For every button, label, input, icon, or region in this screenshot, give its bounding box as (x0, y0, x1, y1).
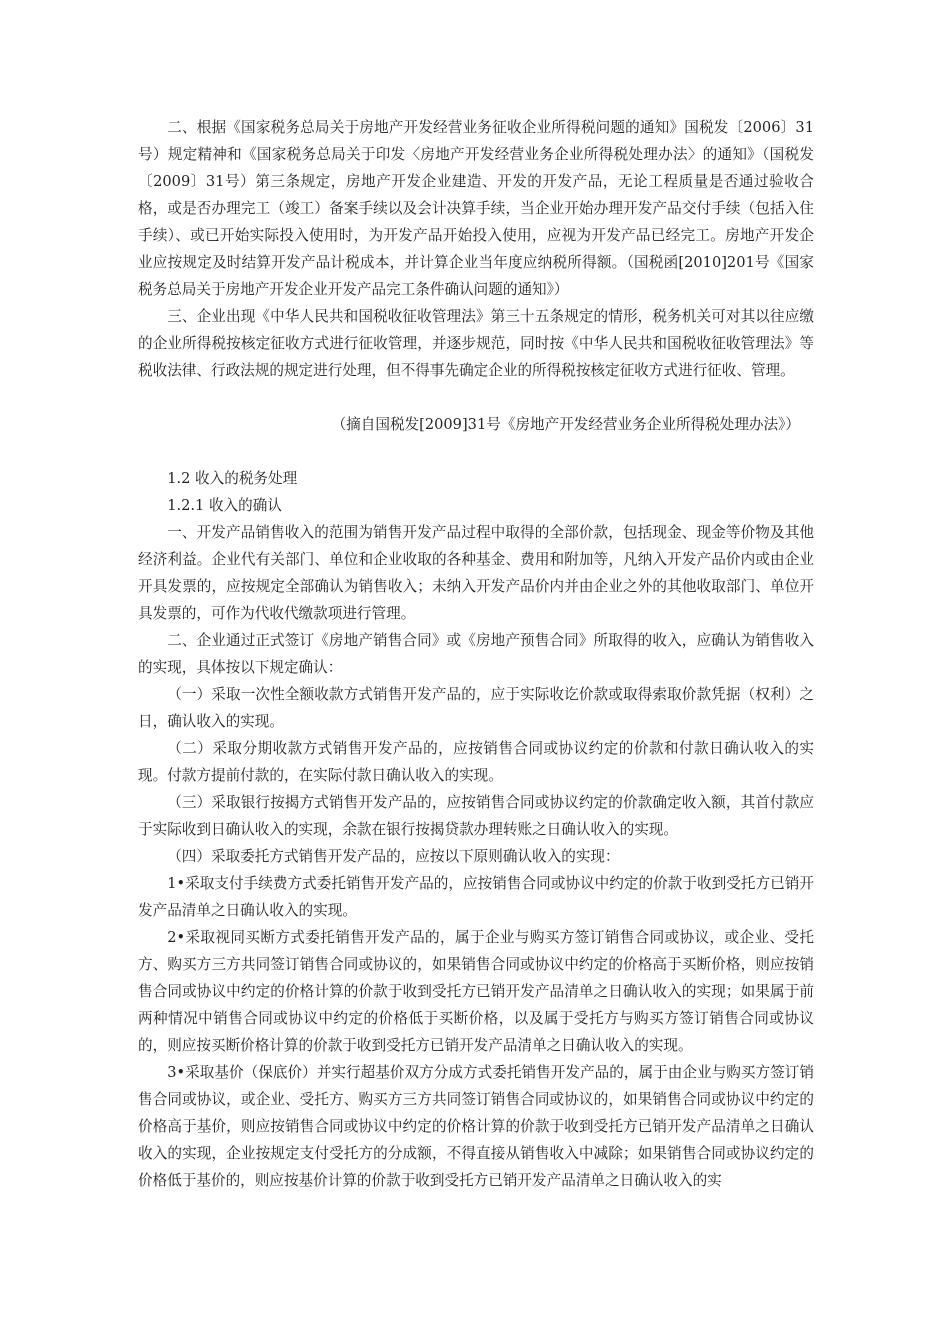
paragraph-lump-sum: （一）采取一次性全额收款方式销售开发产品的，应于实际收讫价款或取得索取价款凭据（权利）之日，确认收入的实现。 (138, 686, 814, 730)
paragraph-item-1: 1•采取支付手续费方式委托销售开发产品的，应按销售合同或协议中约定的价款于收到受托方已销开发产品清单之日确认收入的实现。 (138, 875, 814, 919)
subsection-heading: 1.2.1 收入的确认 (167, 497, 282, 514)
section-heading-block (138, 465, 814, 1194)
paragraph-text: 三、企业出现《中华人民共和国税收征收管理法》第三十五条规定的情形，税务机关可对其以往应缴的企业所得税按核定征收方式进行征收管理，并逐步规范，同时按《中华人民共和国税收征收管理法》等税收法律、行政法规的规定进行处理，但不得事先确定企业的所得税按核定征收方式进行征收、管理。 (138, 308, 814, 379)
paragraph-2 (138, 114, 814, 303)
paragraph-income-scope: 一、开发产品销售收入的范围为销售开发产品过程中取得的全部价款，包括现金、现金等价物及其他经济利益。企业代有关部门、单位和企业收取的各种基金、费用和附加等，凡纳入开发产品价内或由企业开具发票的，应按规定全部确认为销售收入；未纳入开发产品价内并由企业之外的其他收取部门、单位开具发票的，可作为代收代缴款项进行管理。 (138, 524, 814, 622)
paragraph-installment: （二）采取分期收款方式销售开发产品的，应按销售合同或协议约定的价款和付款日确认收入的实现。付款方提前付款的，在实际付款日确认收入的实现。 (138, 740, 814, 784)
paragraph-item-3: 3•采取基价（保底价）并实行超基价双方分成方式委托销售开发产品的，属于由企业与购买方签订销售合同或协议，或企业、受托方、购买方三方共同签订销售合同或协议的，如果销售合同或协议中约定的价格高于基价，则应按销售合同或协议中约定的价格计算的价款于收到受托方已销开发产品清单之日确认收入的实现，企业按规定支付受托方的分成额，不得直接从销售收入中减除；如果销售合同或协议约定的价格低于基价的，则应按基价计算的价款于收到受托方已销开发产品清单之日确认收入的实 (138, 1064, 814, 1189)
paragraph-text: 二、根据《国家税务总局关于房地产开发经营业务征收企业所得税问题的通知》国税发〔2006〕31号）规定精神和《国家税务总局关于印发〈房地产开发经营业务企业所得税处理办法〉的通知》（国税发〔2009〕31号）第三条规定，房地产开发企业建造、开发的开发产品，无论工程质量是否通过验收合格，或是否办理完工（竣工）备案手续以及会计决算手续，当企业开始办理开发产品交付手续（包括入住手续）、或已开始实际投入使用时，为开发产品开始投入使用，应视为开发产品已经完工。房地产开发企业应按规定及时结算开发产品计税成本，并计算企业当年度应纳税所得额。（国税函[2010]201号《国家税务总局关于房地产开发企业开发产品完工条件确认问题的通知》） (138, 119, 814, 298)
paragraph-mortgage: （三）采取银行按揭方式销售开发产品的，应按销售合同或协议约定的价款确定收入额，其首付款应于实际收到日确认收入的实现，余款在银行按揭贷款办理转账之日确认收入的实现。 (138, 794, 814, 838)
paragraph-contract-income: 二、企业通过正式签订《房地产销售合同》或《房地产预售合同》所取得的收入，应确认为销售收入的实现，具体按以下规定确认： (138, 632, 814, 676)
paragraph-consignment: （四）采取委托方式销售开发产品的，应按以下原则确认收入的实现： (167, 848, 620, 865)
source-citation: （摘自国税发[2009]31号《房地产开发经营业务企业所得税处理办法》） (331, 416, 800, 433)
paragraph-item-2: 2•采取视同买断方式委托销售开发产品的，属于企业与购买方签订销售合同或协议，或企业、受托方、购买方三方共同签订销售合同或协议的，如果销售合同或协议中约定的价格高于买断价格，则应按销售合同或协议中约定的价格计算的价款于收到受托方已销开发产品清单之日确认收入的实现；如果属于前两种情况中销售合同或协议中约定的价格低于买断价格，以及属于受托方与购买方签订销售合同或协议的，则应按买断价格计算的价款于收到受托方已销开发产品清单之日确认收入的实现。 (138, 929, 814, 1054)
paragraph-3 (138, 303, 814, 384)
section-heading: 1.2 收入的税务处理 (167, 470, 298, 487)
